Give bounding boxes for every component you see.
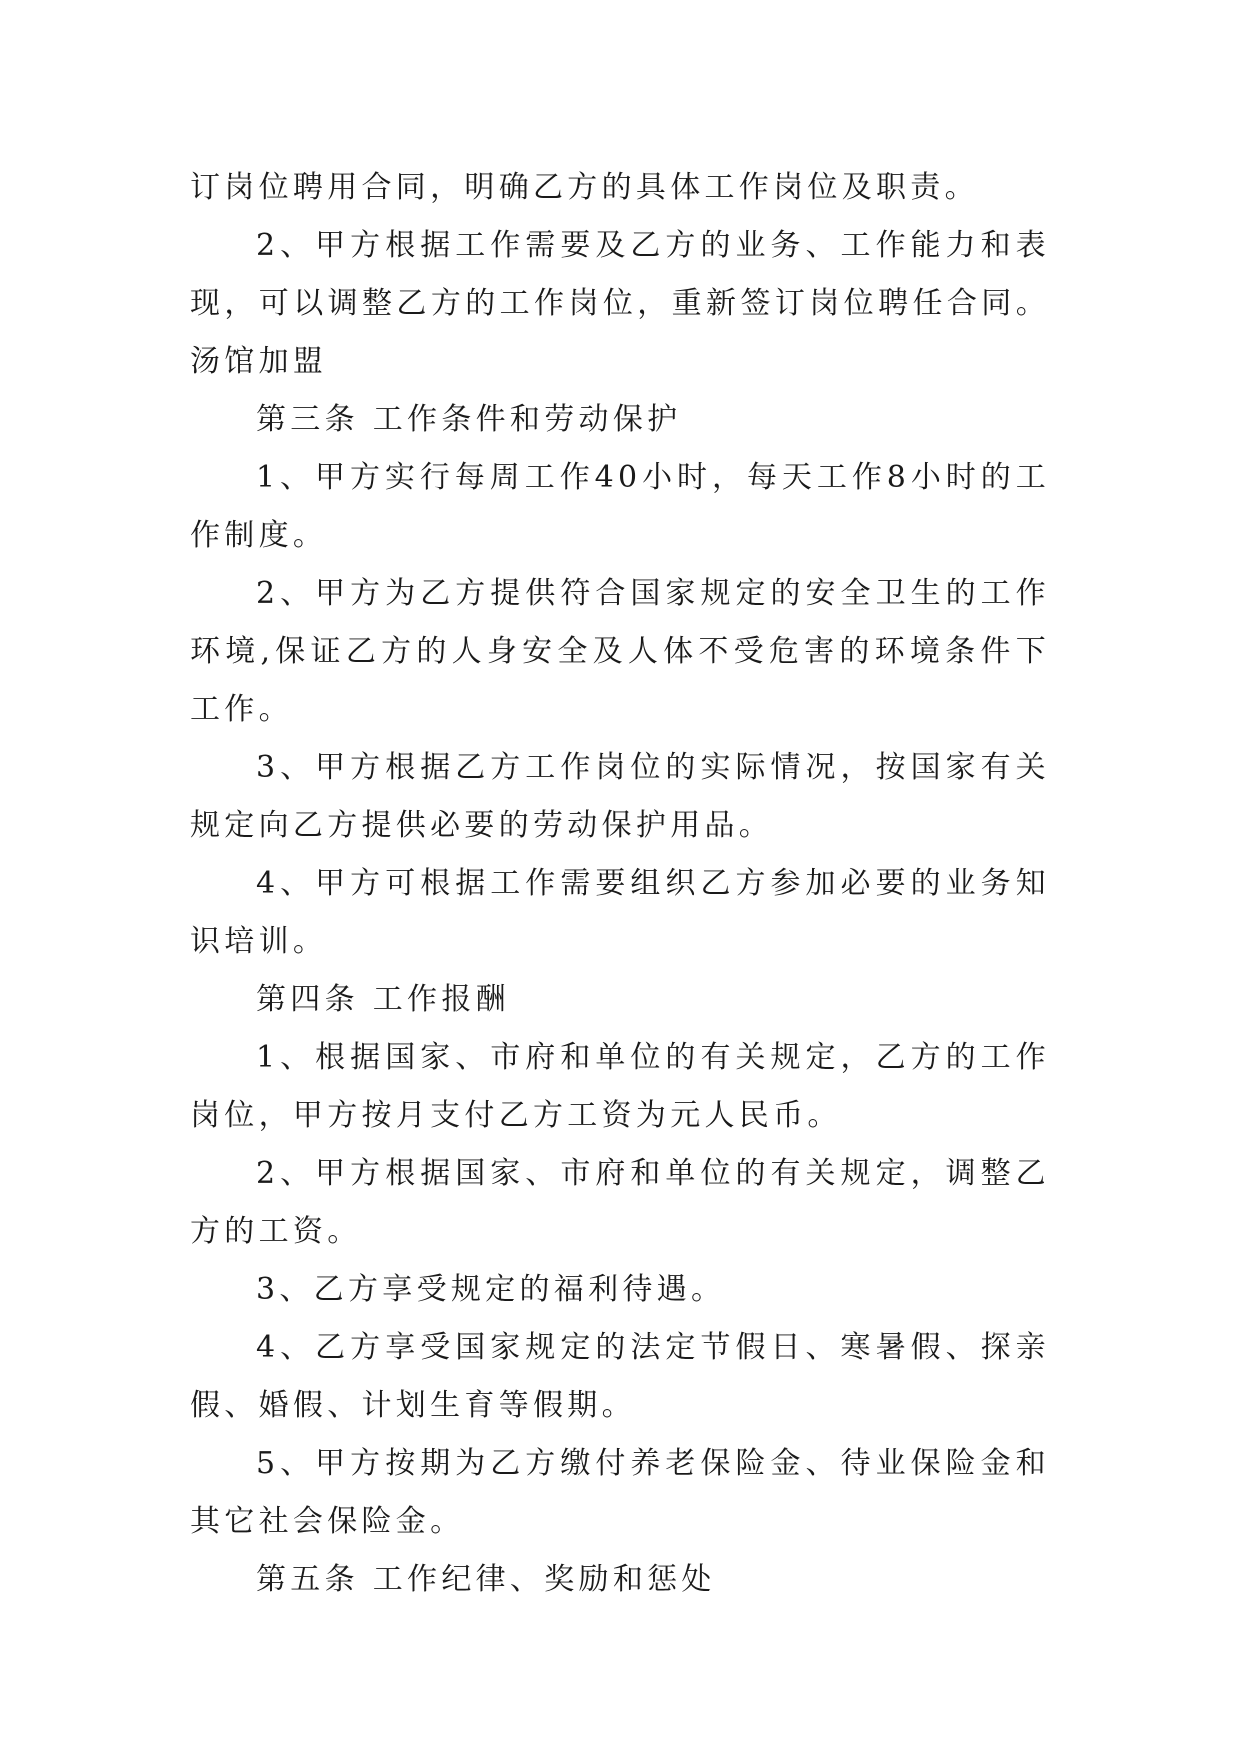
paragraph-training: 4、甲方可根据工作需要组织乙方参加必要的业务知识培训。 (190, 866, 1050, 959)
paragraph-welfare: 3、乙方享受规定的福利待遇。 (256, 1272, 726, 1307)
paragraph-safe-environment: 2、甲方为乙方提供符合国家规定的安全卫生的工作环境,保证乙方的人身安全及人体不受危害的环境条件下工作。 (190, 576, 1050, 727)
paragraph-protective-equipment: 3、甲方根据乙方工作岗位的实际情况，按国家有关规定向乙方提供必要的劳动保护用品。 (190, 750, 1050, 843)
section-heading-article-5: 第五条 工作纪律、奖励和惩处 (256, 1562, 716, 1597)
paragraph-holidays: 4、乙方享受国家规定的法定节假日、寒暑假、探亲假、婚假、计划生育等假期。 (190, 1330, 1050, 1423)
paragraph-social-insurance: 5、甲方按期为乙方缴付养老保险金、待业保险金和其它社会保险金。 (190, 1446, 1050, 1539)
paragraph-clause-2-position-adjustment: 2、甲方根据工作需要及乙方的业务、工作能力和表现，可以调整乙方的工作岗位，重新签订岗位聘任合同。汤馆加盟 (190, 228, 1050, 379)
section-heading-article-4: 第四条 工作报酬 (256, 982, 510, 1017)
document-body (190, 159, 1050, 1609)
paragraph-salary-adjustment: 2、甲方根据国家、市府和单位的有关规定，调整乙方的工资。 (190, 1156, 1050, 1249)
paragraph-working-hours: 1、甲方实行每周工作40小时，每天工作8小时的工作制度。 (190, 460, 1050, 553)
section-heading-article-3: 第三条 工作条件和劳动保护 (256, 402, 682, 437)
paragraph-monthly-salary: 1、根据国家、市府和单位的有关规定，乙方的工作岗位，甲方按月支付乙方工资为元人民币。 (190, 1040, 1050, 1133)
paragraph-continuation: 订岗位聘用合同，明确乙方的具体工作岗位及职责。 (190, 170, 979, 205)
